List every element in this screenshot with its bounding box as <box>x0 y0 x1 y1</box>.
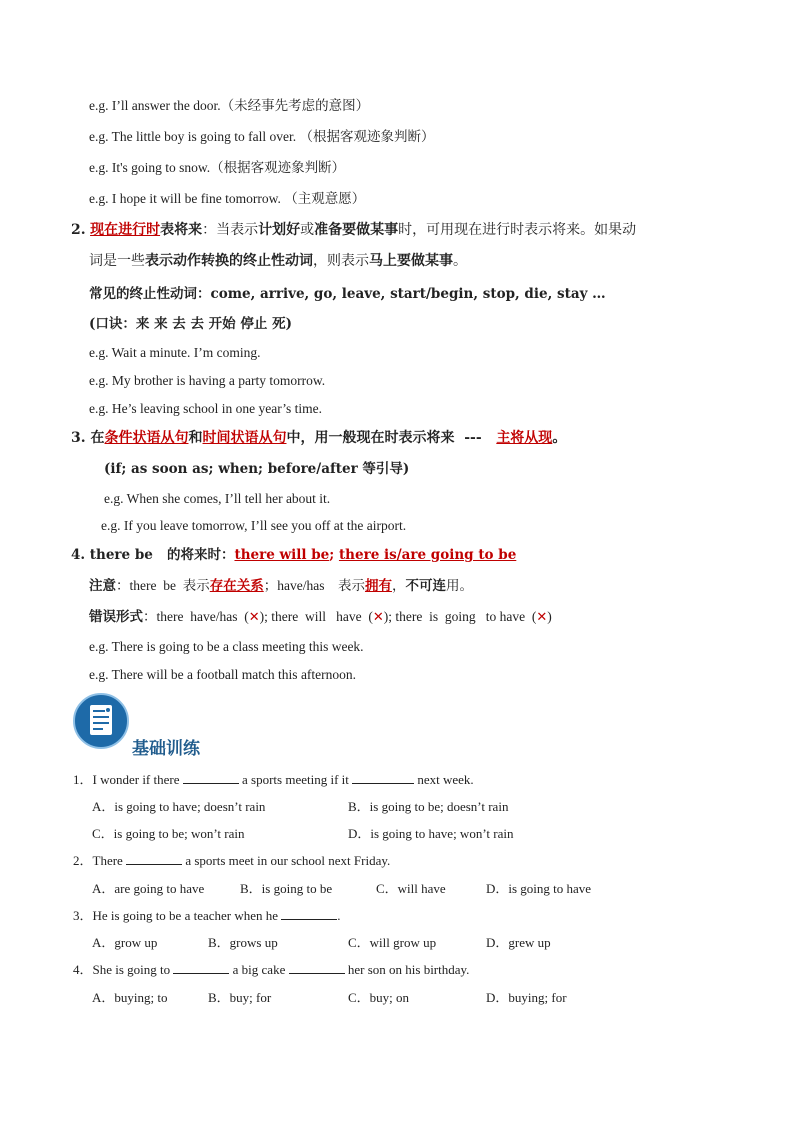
rule-text: 4. there be 的将来时： <box>71 547 235 563</box>
option-c[interactable]: C．buy; on <box>348 990 410 1005</box>
rule-text: ：there have/has ( <box>143 609 249 624</box>
question-text: 2．There <box>73 853 127 868</box>
option-c[interactable]: C．will have <box>376 881 446 896</box>
example-line: e.g. There is going to be a class meeting this week. <box>89 639 364 654</box>
rule-text: ， <box>391 578 406 594</box>
example-line: e.g. I hope it will be fine tomorrow. （主观意愿） <box>89 191 366 206</box>
question-1-stem <box>73 771 474 789</box>
question-text: . <box>337 908 341 923</box>
question-3-stem <box>73 907 341 925</box>
rule-2-line2 <box>89 252 467 270</box>
conjunctions: (if; as soon as; when; before/after 等引导) <box>104 461 410 477</box>
example-line: e.g. It's going to snow.（根据客观迹象判断） <box>89 160 346 175</box>
rule-term: 条件状语从句 <box>104 430 189 446</box>
rule-keyword: 计划好 <box>258 222 301 238</box>
answer-blank[interactable] <box>183 771 239 784</box>
question-4-stem <box>73 961 469 979</box>
rule-text: ：there be 表示 <box>116 578 210 593</box>
option-c[interactable]: C．is going to be; won’t rain <box>92 826 245 841</box>
question-text: a sports meeting if it <box>238 772 353 787</box>
question-2-stem <box>73 852 390 870</box>
question-text: 4．She is going to <box>73 962 174 977</box>
rule-text: 或 <box>300 222 315 238</box>
question-text: 3．He is going to be a teacher when he <box>73 908 282 923</box>
rule-keyword: 准备要做某事 <box>314 222 399 238</box>
option-b[interactable]: B．is going to be; doesn’t rain <box>348 799 509 814</box>
rule-number: 3. <box>71 430 86 446</box>
rule-number: 2. <box>71 222 86 238</box>
rule-term: 时间状语从句 <box>202 430 287 446</box>
rule-text: ; <box>329 547 339 563</box>
answer-blank[interactable] <box>289 961 345 974</box>
example-line: e.g. When she comes, I’ll tell her about it. <box>104 491 331 506</box>
rule-term: 拥有 <box>364 578 392 594</box>
rule-text: ) <box>547 609 552 624</box>
question-text: next week. <box>414 772 474 787</box>
rule-2-heading <box>71 221 636 239</box>
rule-keyword: 马上要做某事 <box>369 253 453 269</box>
question-text: a big cake <box>229 962 289 977</box>
rule-4-wrong-forms <box>89 608 552 627</box>
rule-text: ); there is going to have ( <box>383 609 537 624</box>
rule-text: 和 <box>188 430 203 446</box>
cross-icon: ✕ <box>372 610 384 625</box>
rule-term: there will be <box>234 547 330 563</box>
option-d[interactable]: D．is going to have; won’t rain <box>348 826 514 841</box>
cross-icon: ✕ <box>248 610 260 625</box>
rhyme: (口诀：来 来 去 去 开始 停止 死) <box>89 316 292 332</box>
option-a[interactable]: A．buying; to <box>92 990 168 1005</box>
option-a[interactable]: A．is going to have; doesn’t rain <box>92 799 266 814</box>
example-line: e.g. I’ll answer the door.（未经事先考虑的意图） <box>89 98 370 113</box>
rule-keyword: 不可连 <box>405 578 446 594</box>
answer-blank[interactable] <box>352 771 414 784</box>
option-d[interactable]: D．grew up <box>486 935 551 950</box>
question-text: her son on his birthday. <box>344 962 470 977</box>
note-label: 注意 <box>89 578 116 594</box>
rule-3-heading <box>71 429 566 447</box>
option-c[interactable]: C．will grow up <box>348 935 437 950</box>
example-line: e.g. Wait a minute. I’m coming. <box>89 345 261 360</box>
rule-text: ：当表示 <box>202 222 259 238</box>
rule-text: 表将来 <box>160 222 203 238</box>
rule-4-note <box>89 577 473 595</box>
answer-blank[interactable] <box>281 907 337 920</box>
rule-text: 。 <box>453 253 467 269</box>
example-line: e.g. The little boy is going to fall over. （根据客观迹象判断） <box>89 129 435 144</box>
rule-text: 时，可用现在进行时表示将来。如果动 <box>398 222 637 238</box>
option-a[interactable]: A．are going to have <box>92 881 205 896</box>
rule-text: 在 <box>90 430 105 446</box>
answer-blank[interactable] <box>126 852 182 865</box>
rule-term: there is/are going to be <box>338 547 517 563</box>
section-title: 基础训练 <box>132 739 200 759</box>
option-d[interactable]: D．buying; for <box>486 990 567 1005</box>
option-d[interactable]: D．is going to have <box>486 881 592 896</box>
rule-text: 中，用一般现在时表示将来 --- <box>286 430 497 446</box>
rule-text: 。 <box>552 430 567 446</box>
rule-text: 词是一些 <box>89 253 145 269</box>
rule-text: 用。 <box>445 578 473 594</box>
rule-term: 主将从现 <box>496 430 553 446</box>
rule-term: 现在进行时 <box>90 222 161 238</box>
rule-4-heading <box>71 546 516 564</box>
rule-text: ；have/has 表示 <box>263 578 365 593</box>
option-b[interactable]: B．grows up <box>208 935 278 950</box>
option-a[interactable]: A．grow up <box>92 935 158 950</box>
example-line: e.g. There will be a football match this afternoon. <box>89 667 357 682</box>
rule-text: ，则表示 <box>313 253 369 269</box>
question-text: a sports meet in our school next Friday. <box>182 853 391 868</box>
wrong-label: 错误形式 <box>89 609 143 625</box>
rule-keyword: 表示动作转换的终止性动词 <box>145 253 313 269</box>
cross-icon: ✕ <box>536 610 548 625</box>
option-b[interactable]: B．is going to be <box>240 881 333 896</box>
example-line: e.g. If you leave tomorrow, I’ll see you off at the airport. <box>101 518 407 533</box>
example-line: e.g. My brother is having a party tomorrow. <box>89 373 326 388</box>
option-b[interactable]: B．buy; for <box>208 990 272 1005</box>
question-text: 1．I wonder if there <box>73 772 183 787</box>
terminal-verbs-list: 常见的终止性动词：come, arrive, go, leave, start/begin, stop, die, stay … <box>89 286 606 302</box>
example-line: e.g. He’s leaving school in one year’s time. <box>89 401 322 416</box>
answer-blank[interactable] <box>173 961 229 974</box>
document-icon <box>72 692 130 750</box>
rule-term: 存在关系 <box>209 578 264 594</box>
rule-text: ); there will have ( <box>259 609 373 624</box>
